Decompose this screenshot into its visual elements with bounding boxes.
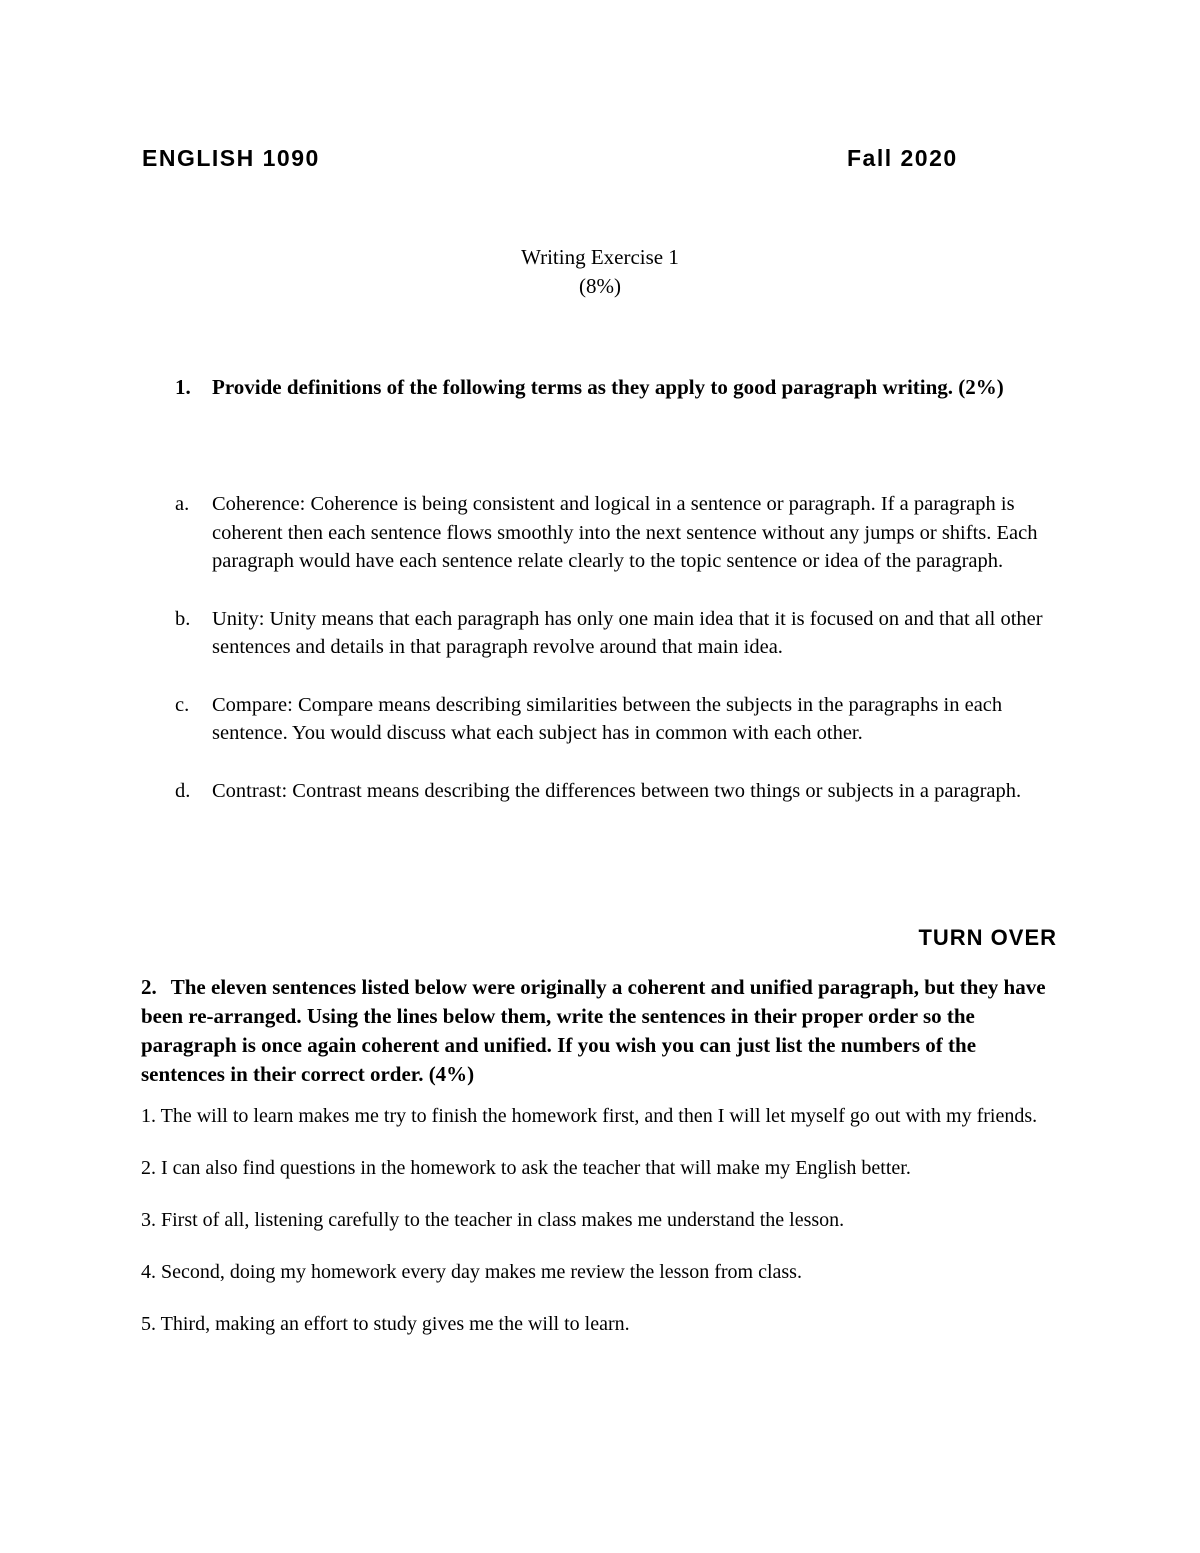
- definition-text: Contrast: Contrast means describing the differences between two things or subjects in a paragraph.: [212, 779, 1022, 802]
- definition-item: [175, 490, 1055, 576]
- list-item: 5. Third, making an effort to study gives me the will to learn.: [141, 1313, 630, 1335]
- list-item: 4. Second, doing my homework every day makes me review the lesson from class.: [141, 1261, 802, 1283]
- question-number: 2.: [141, 975, 157, 999]
- list-item: 3. First of all, listening carefully to the teacher in class makes me understand the lesson.: [141, 1209, 845, 1231]
- exercise-title-line: Writing Exercise 1: [521, 245, 679, 269]
- sentence-list: [141, 1103, 1061, 1363]
- course-title: ENGLISH 1090: [142, 145, 320, 171]
- definition-letter: c.: [175, 693, 190, 716]
- question-text: The eleven sentences listed below were originally a coherent and unified paragraph, but they have been re-arranged. Using the lines below them, write the sentences in their proper order so the paragraph is once again coherent and unified. If you wish you can just list the numbers of the sentences in their correct order. (4%): [141, 975, 1046, 1086]
- list-item: 1. The will to learn makes me try to finish the homework first, and then I will let myself go out with my friends.: [141, 1105, 1038, 1127]
- exercise-title: [0, 243, 1200, 301]
- question-number: 1.: [175, 375, 191, 399]
- question-2: [141, 973, 1061, 1089]
- definition-text: Coherence: Coherence is being consistent and logical in a sentence or paragraph. If a paragraph is coherent then each sentence flows smoothly into the next sentence without any jumps or shifts. Each paragraph would have each sentence relate clearly to the topic sentence or idea of the paragraph.: [212, 493, 1038, 572]
- definition-item: [175, 605, 1055, 662]
- definition-text: Unity: Unity means that each paragraph has only one main idea that it is focused on and that all other sentences and details in that paragraph revolve around that main idea.: [212, 607, 1043, 658]
- definition-item: [175, 777, 1055, 806]
- exercise-weight: (8%): [579, 274, 621, 298]
- definition-letter: b.: [175, 607, 191, 630]
- question-text: Provide definitions of the following terms as they apply to good paragraph writing. (2%): [212, 375, 1004, 399]
- turn-over-label: TURN OVER: [918, 925, 1057, 950]
- definition-letter: a.: [175, 493, 190, 515]
- term-label: Fall 2020: [847, 145, 958, 171]
- list-item: 2. I can also find questions in the homework to ask the teacher that will make my English better.: [141, 1157, 911, 1179]
- definition-letter: d.: [175, 779, 191, 802]
- question-1: [175, 373, 1075, 402]
- definition-item: [175, 691, 1055, 748]
- definitions-list: [175, 490, 1055, 834]
- definition-text: Compare: Compare means describing similarities between the subjects in the paragraphs in each sentence. You would discuss what each subject has in common with each other.: [212, 693, 1003, 744]
